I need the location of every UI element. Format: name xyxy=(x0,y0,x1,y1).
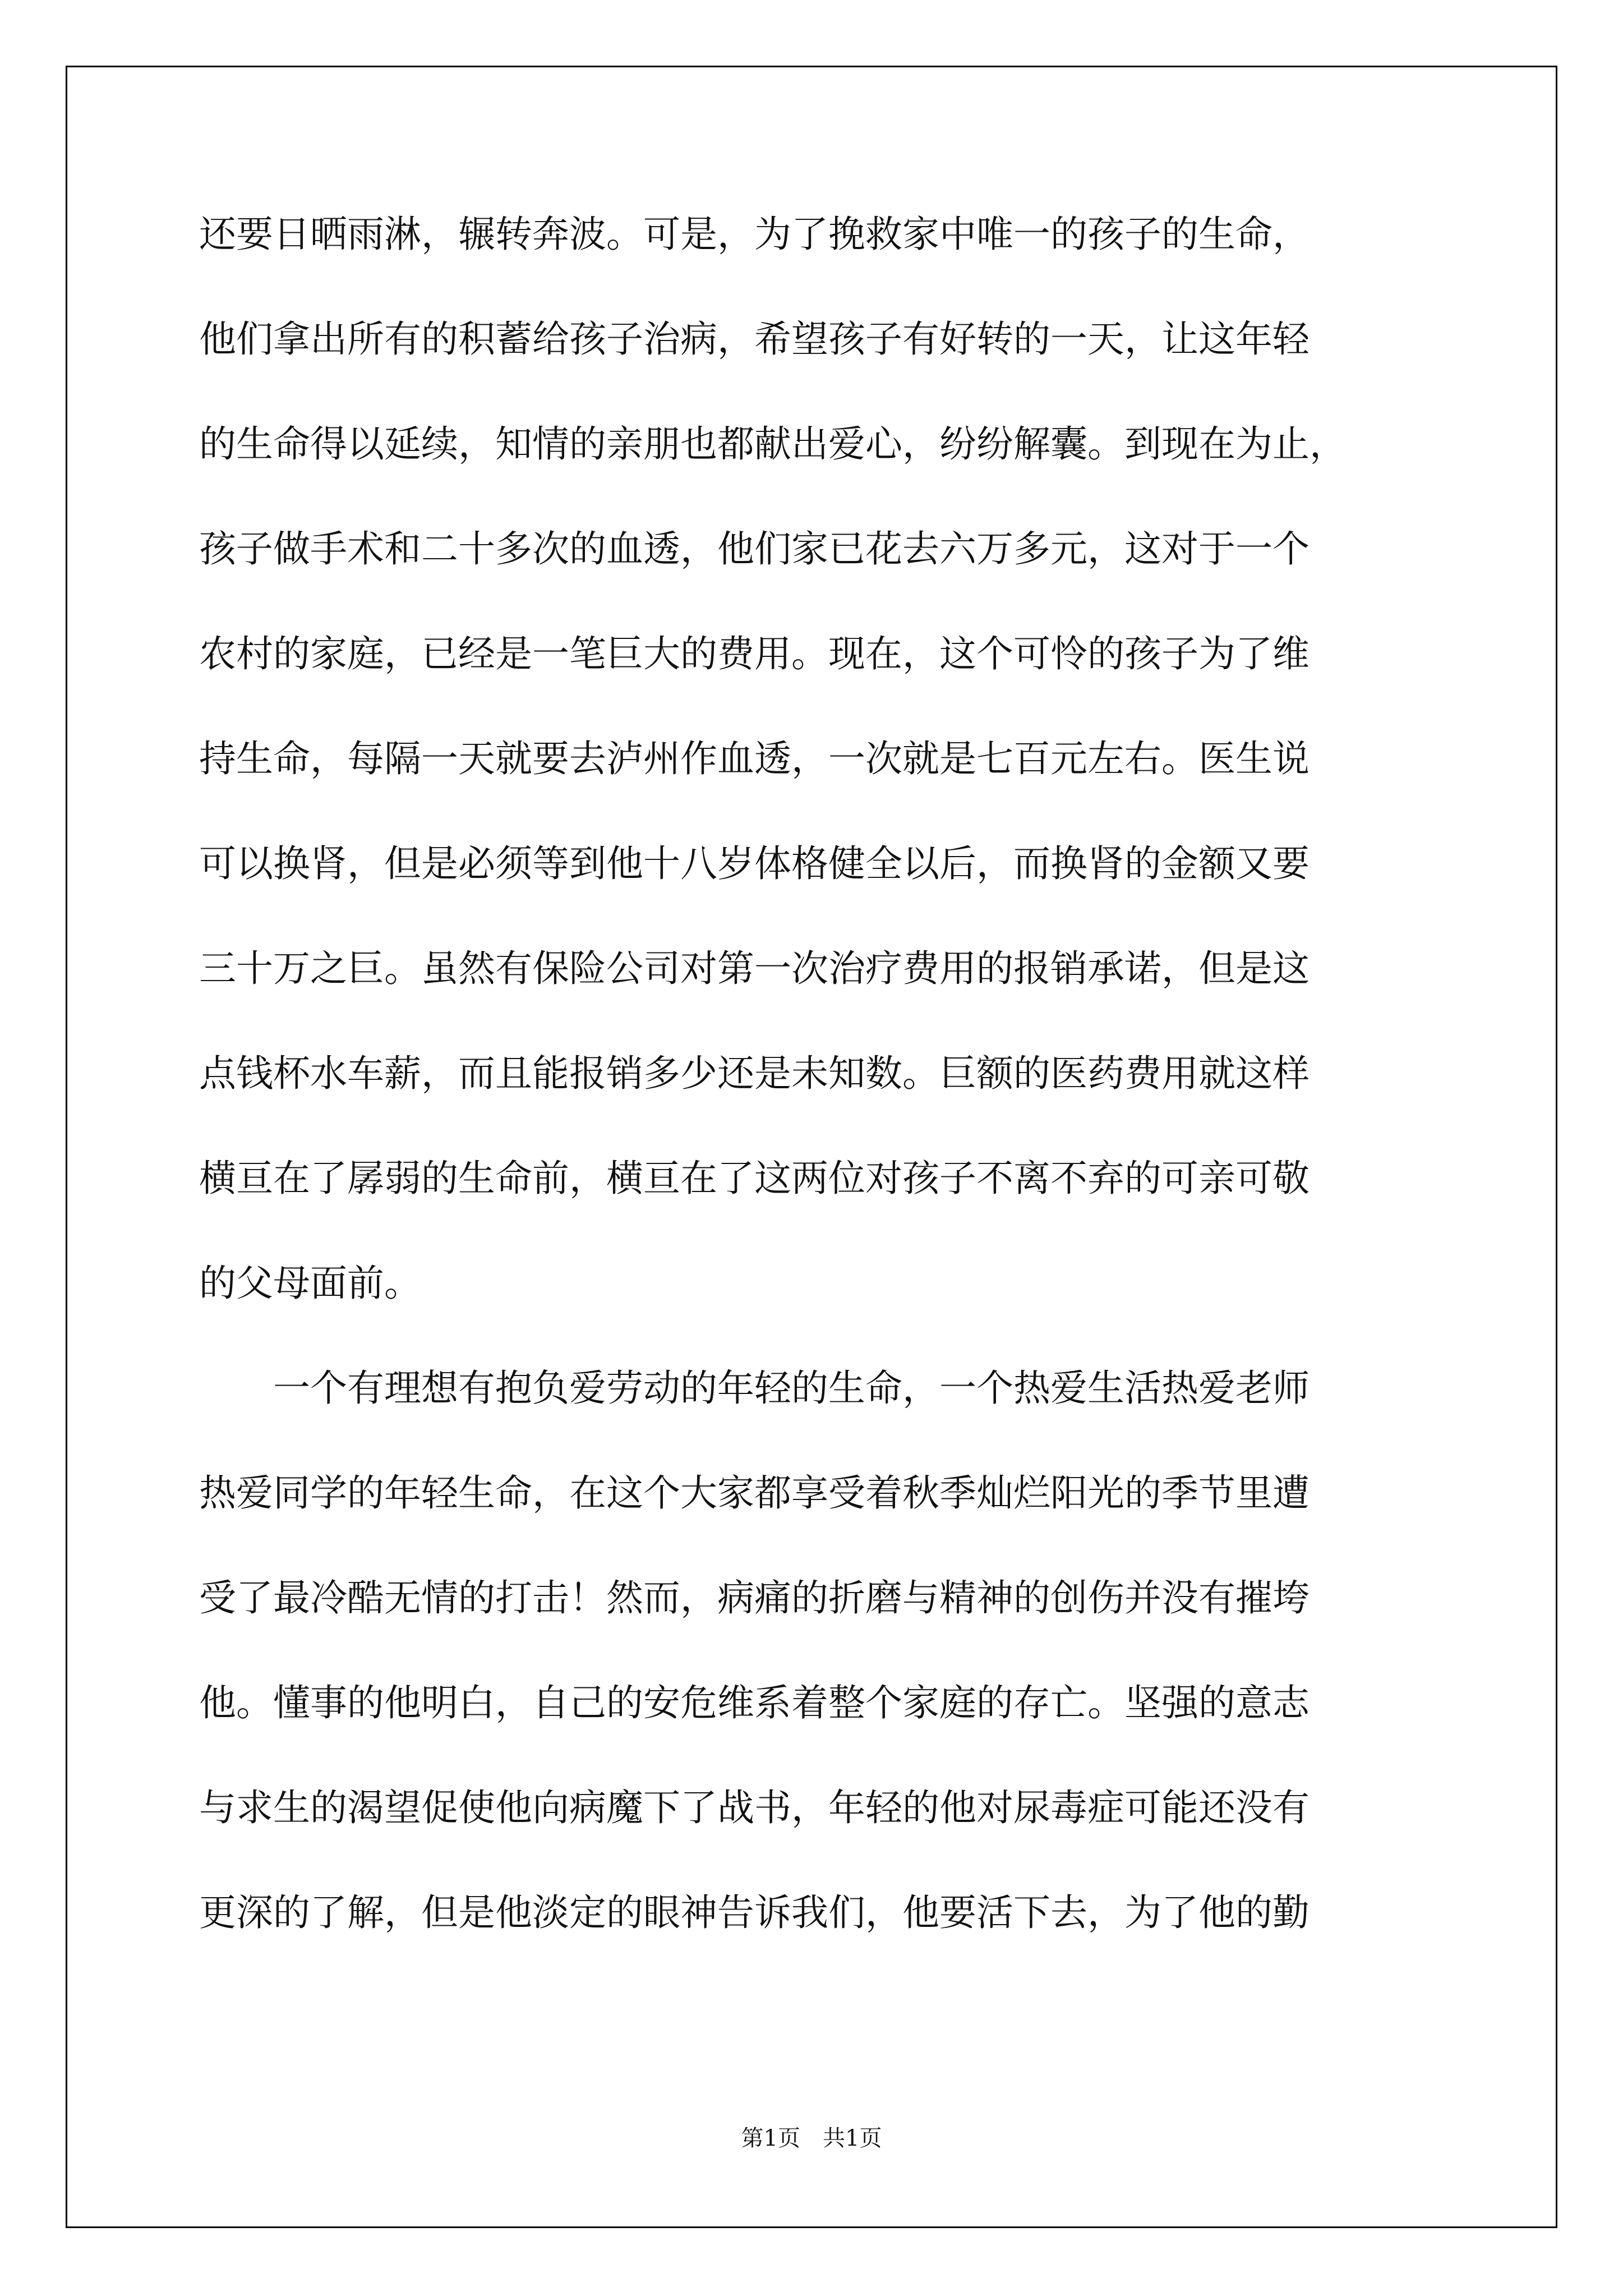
text-line: 的生命得以延续，知情的亲朋也都献出爱心，纷纷解囊。到现在为止， xyxy=(199,422,1347,466)
text-line: 受了最冷酷无情的打击！然而，病痛的折磨与精神的创伤并没有摧垮 xyxy=(199,1576,1310,1619)
text-line: 可以换肾，但是必须等到他十八岁体格健全以后，而换肾的金额又要 xyxy=(199,842,1310,885)
page-footer: 第1页 共1页 xyxy=(741,2125,882,2151)
text-line: 更深的了解，但是他淡定的眼神告诉我们，他要活下去，为了他的勤 xyxy=(199,1891,1310,1934)
text-line: 孩子做手术和二十多次的血透，他们家已花去六万多元，这对于一个 xyxy=(199,527,1310,570)
text-line: 点钱杯水车薪，而且能报销多少还是未知数。巨额的医药费用就这样 xyxy=(199,1052,1310,1095)
text-line: 横亘在了孱弱的生命前，横亘在了这两位对孩子不离不弃的可亲可敬 xyxy=(199,1157,1310,1200)
document-body xyxy=(199,206,1433,1990)
text-line: 农村的家庭，已经是一笔巨大的费用。现在，这个可怜的孩子为了维 xyxy=(199,632,1310,675)
text-line: 还要日晒雨淋，辗转奔波。可是，为了挽救家中唯一的孩子的生命， xyxy=(199,213,1310,256)
text-line: 与求生的渴望促使他向病魔下了战书，年轻的他对尿毒症可能还没有 xyxy=(199,1786,1310,1829)
text-line: 三十万之巨。虽然有保险公司对第一次治疗费用的报销承诺，但是这 xyxy=(199,947,1310,990)
text-line: 他们拿出所有的积蓄给孩子治病，希望孩子有好转的一天，让这年轻 xyxy=(199,318,1310,361)
text-line: 一个有理想有抱负爱劳动的年轻的生命，一个热爱生活热爱老师 xyxy=(199,1366,1310,1410)
text-line: 他。懂事的他明白，自己的安危维系着整个家庭的存亡。坚强的意志 xyxy=(199,1681,1310,1724)
text-line: 热爱同学的年轻生命，在这个大家都享受着秋季灿烂阳光的季节里遭 xyxy=(199,1471,1310,1515)
text-line: 的父母面前。 xyxy=(199,1262,421,1305)
text-line: 持生命，每隔一天就要去泸州作血透，一次就是七百元左右。医生说 xyxy=(199,737,1310,780)
